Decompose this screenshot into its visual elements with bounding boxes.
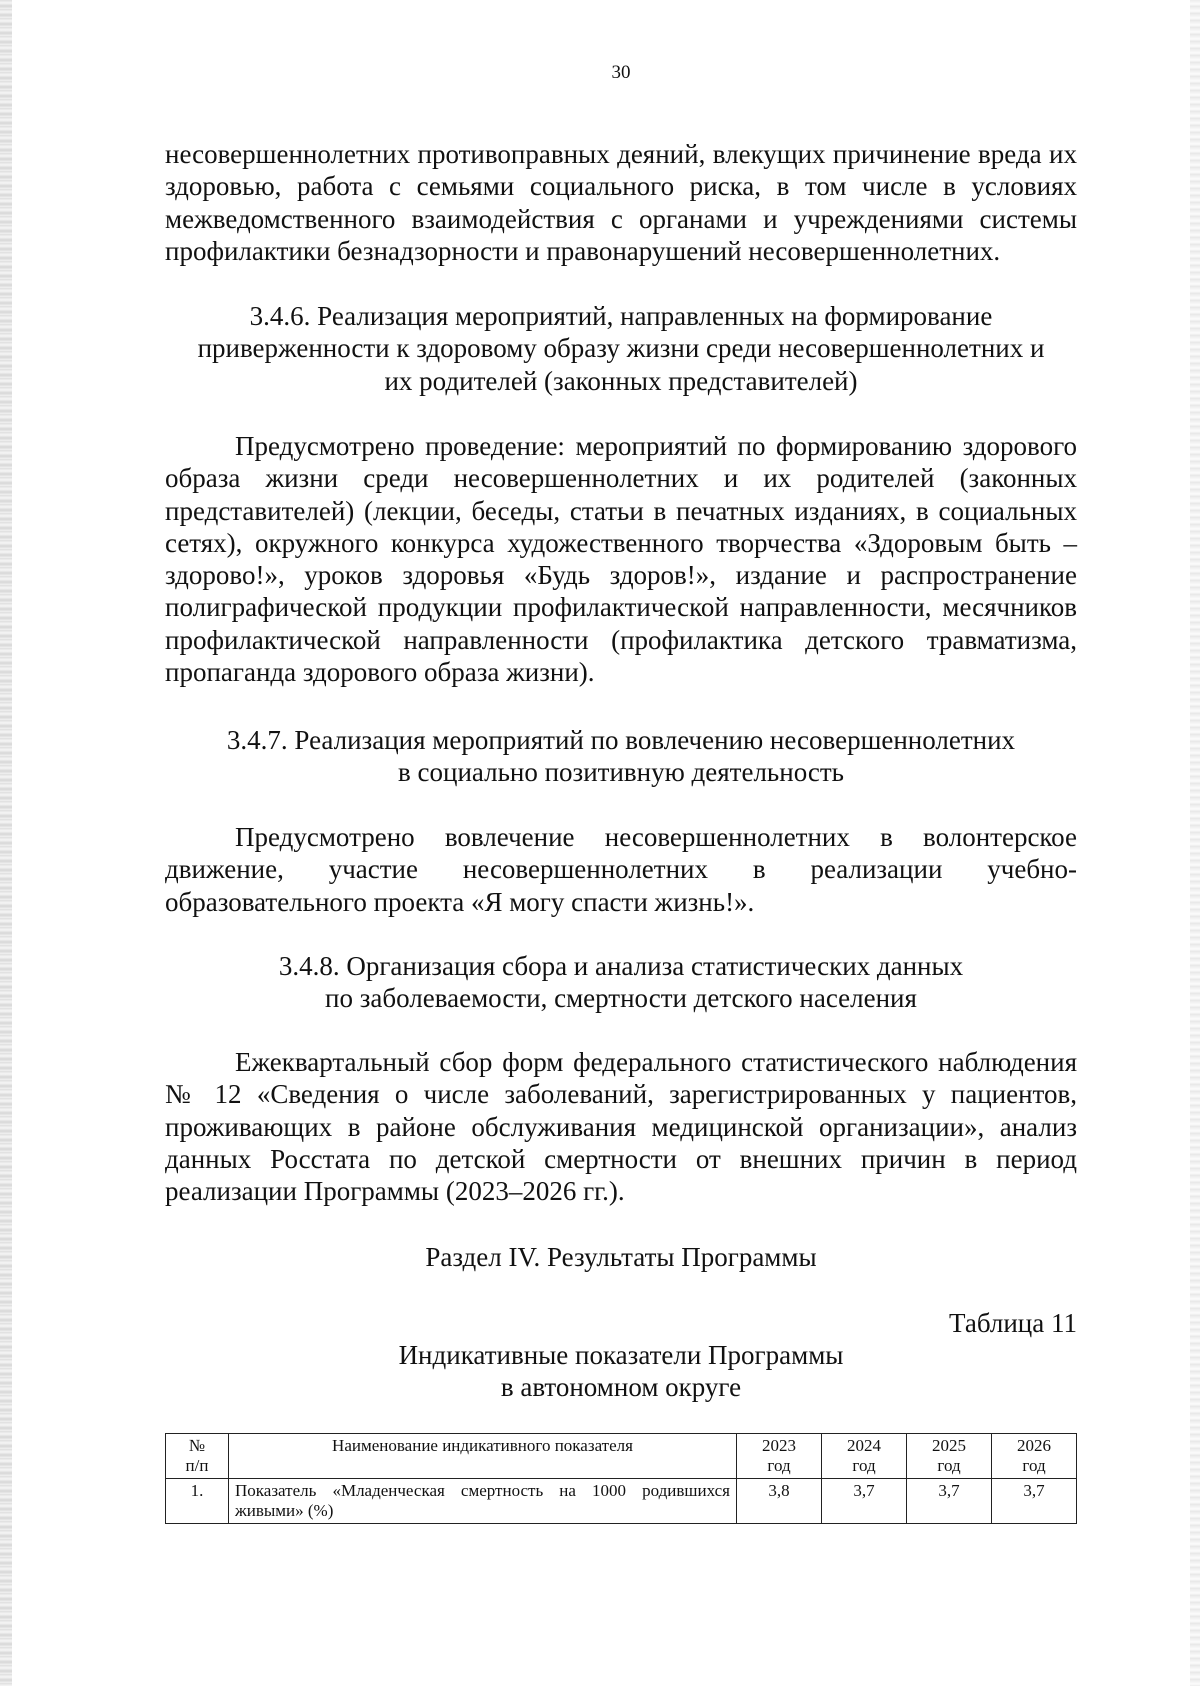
- section-348-title-line1: 3.4.8. Организация сбора и анализа статистических данных: [278, 951, 964, 981]
- header-num-line1: №: [188, 1436, 206, 1455]
- section-348-paragraph: Ежеквартальный сбор форм федерального статистического наблюдения № 12 «Сведения о числе заболеваний, зарегистрированных у пациентов, проживающих в районе обслуживания медицинской организации», анализ данных Росстата по детской смертности от внешних причин в период реализации Программы (2023–2026 гг.).: [165, 1047, 1077, 1207]
- scan-edge-right: [1190, 0, 1200, 1686]
- header-year: 2023: [762, 1436, 796, 1455]
- header-year-2024: [822, 1434, 907, 1479]
- header-year-unit: год: [767, 1456, 791, 1475]
- section-347-paragraph: Предусмотрено вовлечение несовершеннолетних в волонтерское движение, участие несовершеннолетних в реализации учебно-образовательного проекта «Я могу спасти жизнь!».: [165, 822, 1077, 917]
- header-year: 2025: [932, 1436, 966, 1455]
- table-header-row: [166, 1434, 1077, 1479]
- section-346-title: [165, 300, 1077, 397]
- page-number: 30: [611, 62, 631, 83]
- header-year: 2026: [1017, 1436, 1051, 1455]
- header-num-line2: п/п: [185, 1456, 209, 1475]
- header-name: Наименование индикативного показателя: [229, 1434, 737, 1479]
- section-347-title-line2: в социально позитивную деятельность: [398, 757, 844, 788]
- header-year: 2024: [847, 1436, 881, 1455]
- section-348-title-line2: по заболеваемости, смертности детского населения: [325, 983, 917, 1014]
- row-value-2023: 3,8: [737, 1479, 822, 1524]
- header-year-2025: [907, 1434, 992, 1479]
- section-346-title-line3: их родителей (законных представителей): [384, 365, 858, 396]
- section-348-title: [165, 950, 1077, 1015]
- row-value-2026: 3,7: [992, 1479, 1077, 1524]
- section-347-title-line1: 3.4.7. Реализация мероприятий по вовлечению несовершеннолетних: [226, 725, 1016, 755]
- table-caption-line2: в автономном округе: [500, 1372, 742, 1402]
- table-caption-line1: Индикативные показатели Программы: [398, 1340, 844, 1370]
- section-346-paragraph: Предусмотрено проведение: мероприятий по формированию здорового образа жизни среди несовершеннолетних и их родителей (законных представителей) (лекции, беседы, статьи в печатных изданиях, в социальных сетях), окружного конкурса художественного творчества «Здоровым быть – здорово!», уроков здоровья «Будь здоров!», издание и распространение полиграфической продукции профилактической направленности, месячников профилактической направленности (профилактика детского травматизма, пропаганда здорового образа жизни).: [165, 431, 1077, 688]
- header-year-unit: год: [937, 1456, 961, 1475]
- header-year-2023: [737, 1434, 822, 1479]
- row-value-2025: 3,7: [907, 1479, 992, 1524]
- section-346-title-line2: приверженности к здоровому образу жизни среди несовершеннолетних и: [197, 333, 1045, 364]
- header-num: [166, 1434, 229, 1479]
- header-year-unit: год: [1022, 1456, 1046, 1475]
- section-iv-title: Раздел IV. Результаты Программы: [425, 1242, 817, 1272]
- section-347-title: [165, 724, 1077, 789]
- row-value-2024: 3,7: [822, 1479, 907, 1524]
- row-indicator-name: Показатель «Младенческая смертность на 1000 родившихся живыми» (%): [229, 1479, 737, 1524]
- scan-edge-left: [0, 0, 12, 1686]
- table-row: [166, 1479, 1077, 1524]
- table-label: Таблица 11: [949, 1308, 1077, 1338]
- table-caption: [165, 1339, 1077, 1403]
- header-year-2026: [992, 1434, 1077, 1479]
- indicators-table: [165, 1433, 1077, 1524]
- section-346-title-line1: 3.4.6. Реализация мероприятий, направленных на формирование: [249, 301, 993, 331]
- header-year-unit: год: [852, 1456, 876, 1475]
- intro-paragraph: несовершеннолетних противоправных деяний, влекущих причинение вреда их здоровью, работа с семьями социального риска, в том числе в условиях межведомственного взаимодействия с органами и учреждениями системы профилактики безнадзорности и правонарушений несовершеннолетних.: [165, 139, 1077, 266]
- row-num: 1.: [166, 1479, 229, 1524]
